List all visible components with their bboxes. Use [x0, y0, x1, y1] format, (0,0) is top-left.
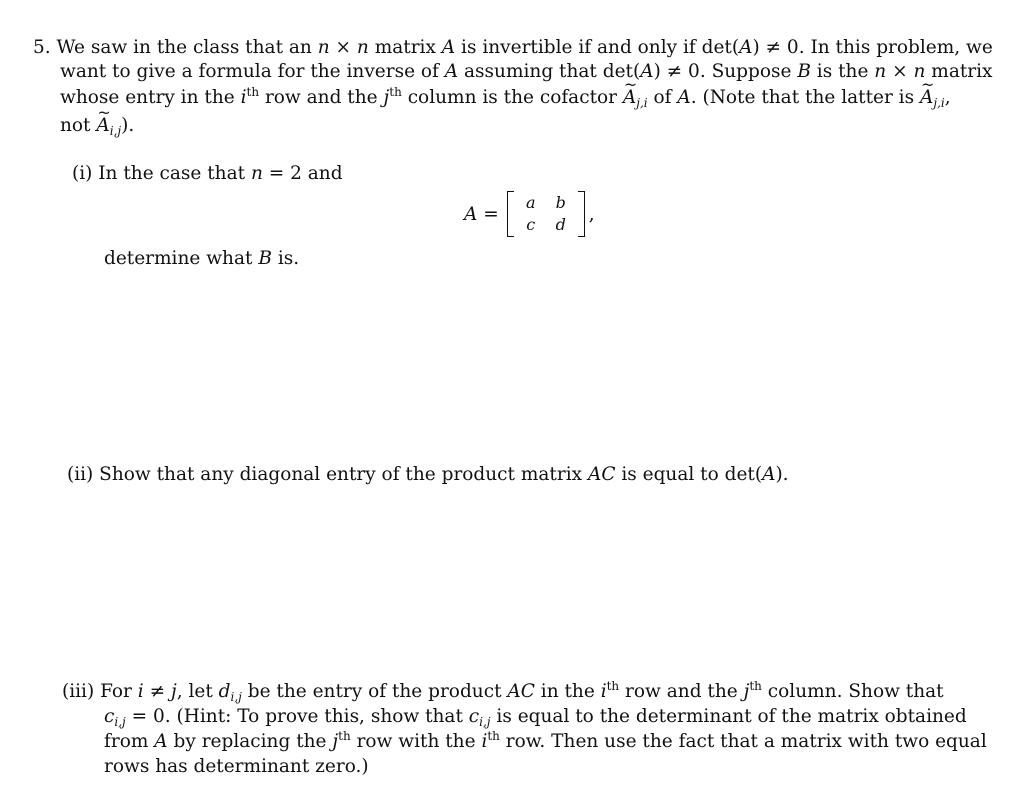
- subscript: i,j: [230, 690, 242, 704]
- text: not: [60, 115, 97, 136]
- math-var: A: [739, 37, 753, 58]
- math-var: A: [677, 87, 691, 108]
- superscript: th: [749, 679, 762, 693]
- math-var: c: [104, 706, 115, 727]
- intro-line-2: [60, 60, 992, 84]
- part-i-label: (i): [72, 163, 93, 184]
- part-iii-label: (iii): [62, 681, 95, 702]
- text: by replacing the: [167, 731, 333, 752]
- math-var: i: [240, 87, 247, 108]
- part-i-followup: [104, 247, 299, 271]
- text: We saw in the class that an: [56, 37, 318, 58]
- math-var: j: [383, 87, 390, 108]
- cofactor-symbol: ~ A: [96, 114, 109, 138]
- text: ,: [944, 87, 951, 108]
- text: column. Show that: [761, 681, 944, 702]
- text: determine what: [104, 248, 259, 269]
- math-var: A: [762, 464, 776, 485]
- text: whose entry in the: [60, 87, 241, 108]
- cofactor-symbol: ~ A: [623, 86, 636, 110]
- math-var: c: [468, 706, 480, 727]
- text: row and the: [619, 681, 744, 702]
- matrix-entry: a: [525, 193, 536, 212]
- math-var: B: [258, 248, 272, 269]
- math-var: B: [797, 61, 811, 82]
- math-var: n: [250, 163, 263, 184]
- text: want to give a formula for the inverse of: [60, 61, 445, 82]
- text: = 0. (Hint: To prove this, show that: [125, 706, 469, 727]
- intro-line-3: [60, 86, 951, 110]
- math-var: A: [441, 37, 456, 58]
- math-var: d: [218, 681, 231, 702]
- matrix-entry: d: [555, 215, 566, 234]
- text: ×: [886, 61, 914, 82]
- math-var: n: [317, 37, 330, 58]
- subscript: i,j: [114, 715, 126, 729]
- text: . (Note that the latter is: [690, 87, 920, 108]
- part-ii-line: [67, 463, 789, 487]
- text: ).: [121, 115, 135, 136]
- text: row with the: [350, 731, 482, 752]
- text: , let: [176, 681, 219, 702]
- problem-number: 5.: [33, 37, 51, 58]
- math-var: A: [154, 731, 168, 752]
- superscript: th: [246, 85, 260, 99]
- subscript: i,j: [479, 715, 491, 729]
- math-var: j: [170, 681, 177, 702]
- part-iii-line-4: [104, 755, 369, 779]
- text: ) ≠ 0. Suppose: [653, 61, 798, 82]
- part-ii-label: (ii): [67, 464, 94, 485]
- text: is invertible if and only if det(: [455, 37, 740, 58]
- intro-line-4: [60, 114, 134, 138]
- math-var: AC: [587, 464, 616, 485]
- text: Show that any diagonal entry of the product matrix: [93, 464, 588, 485]
- math-var: n: [913, 61, 926, 82]
- cofactor-symbol: ~ A: [920, 86, 933, 110]
- text: For: [94, 681, 138, 702]
- superscript: th: [389, 85, 402, 99]
- left-bracket: [507, 191, 514, 237]
- subscript: j,i: [933, 96, 945, 110]
- text: ≠: [143, 681, 171, 702]
- right-bracket: [578, 191, 585, 237]
- text: is equal to det(: [615, 464, 763, 485]
- text: is the: [810, 61, 875, 82]
- part-i-line: [72, 162, 343, 186]
- text: assuming that det(: [458, 61, 641, 82]
- subscript: i,j: [109, 124, 122, 138]
- text: of: [647, 87, 678, 108]
- superscript: th: [338, 729, 351, 743]
- part-iii-line-1: [62, 680, 944, 704]
- text: from: [104, 731, 155, 752]
- text: column is the cofactor: [401, 87, 623, 108]
- matrix-equation: [464, 189, 595, 239]
- text: = 2 and: [262, 163, 343, 184]
- math-var: n: [874, 61, 887, 82]
- text: rows has determinant zero.): [104, 756, 369, 777]
- part-iii-line-2: [104, 705, 967, 729]
- math-var: AC: [507, 681, 535, 702]
- text: matrix: [368, 37, 442, 58]
- text: row. Then use the fact that a matrix with two equal: [499, 731, 987, 752]
- superscript: th: [606, 679, 620, 693]
- math-var: i: [600, 681, 607, 702]
- math-var: i: [481, 731, 488, 752]
- text: ) ≠ 0. In this problem, we: [752, 37, 993, 58]
- text: row and the: [259, 87, 384, 108]
- text: is.: [271, 248, 300, 269]
- math-var: j: [743, 681, 750, 702]
- matrix-grid: [516, 192, 576, 236]
- math-var: A: [444, 61, 459, 82]
- text: ×: [329, 37, 357, 58]
- part-iii-line-3: [104, 730, 987, 754]
- math-var: n: [356, 37, 369, 58]
- text: in the: [534, 681, 601, 702]
- matrix-entry: b: [555, 193, 566, 212]
- math-var: A: [640, 61, 654, 82]
- math-var: j: [332, 731, 339, 752]
- text: be the entry of the product: [241, 681, 508, 702]
- math-var: i: [137, 681, 144, 702]
- text: is equal to the determinant of the matrix obtained: [490, 706, 967, 727]
- matrix-lhs: A =: [464, 203, 499, 225]
- matrix-entry: c: [526, 215, 536, 234]
- intro-line-1: [33, 36, 993, 60]
- subscript: j,i: [636, 96, 648, 110]
- superscript: th: [487, 729, 500, 743]
- text: In the case that: [92, 163, 251, 184]
- text: ).: [775, 464, 789, 485]
- text: matrix: [925, 61, 993, 82]
- matrix-comma: ,: [588, 203, 595, 225]
